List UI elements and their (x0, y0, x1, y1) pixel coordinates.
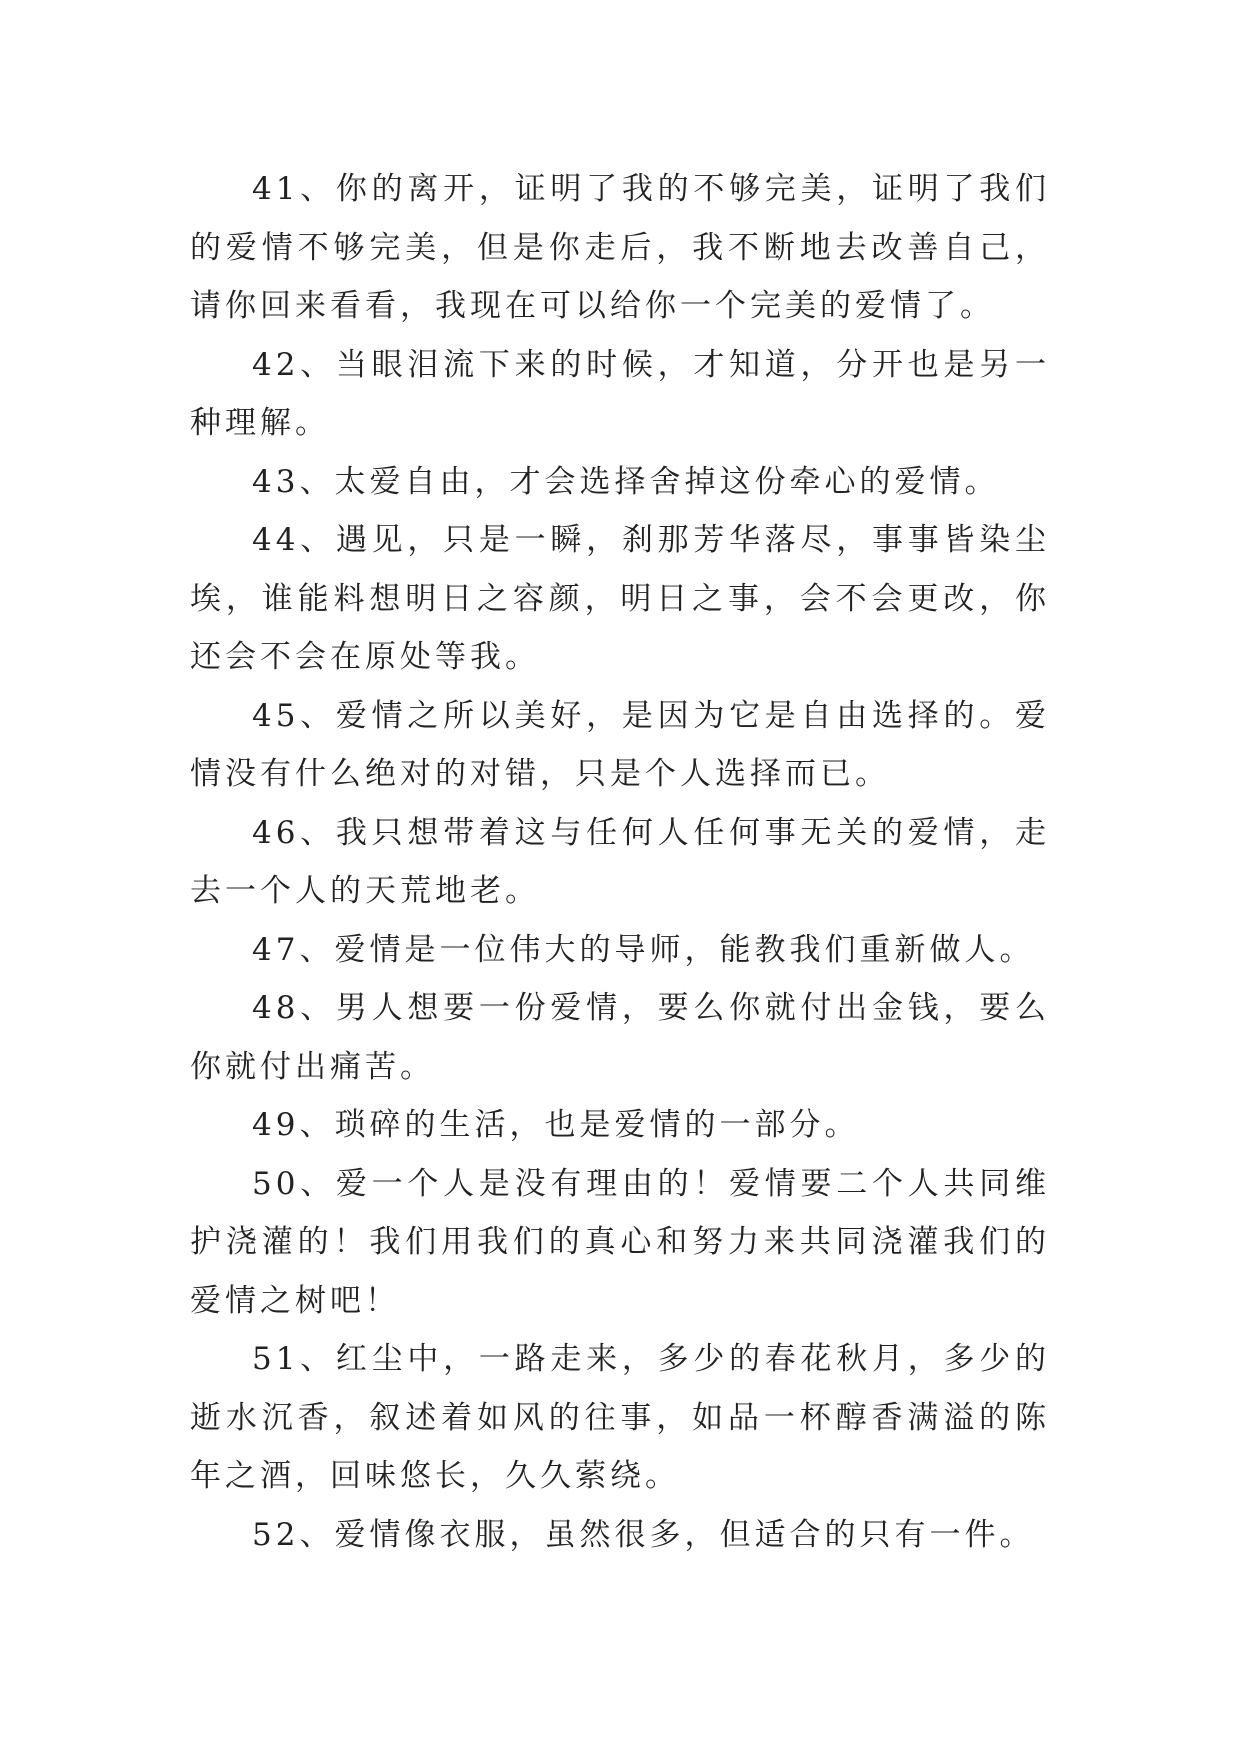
paragraph-51: 51、红尘中，一路走来，多少的春花秋月，多少的逝水沉香，叙述着如风的往事，如品一杯醇香满溢的陈年之酒，回味悠长，久久萦绕。 (190, 1341, 1050, 1494)
paragraph-49: 49、琐碎的生活，也是爱情的一部分。 (252, 1107, 860, 1143)
paragraph-48: 48、男人想要一份爱情，要么你就付出金钱，要么你就付出痛苦。 (190, 990, 1050, 1085)
paragraph-41: 41、你的离开，证明了我的不够完美，证明了我们的爱情不够完美，但是你走后，我不断地去改善自己，请你回来看看，我现在可以给你一个完美的爱情了。 (190, 171, 1050, 324)
document-body (190, 160, 1050, 1564)
paragraph-44: 44、遇见，只是一瞬，刹那芳华落尽，事事皆染尘埃，谁能料想明日之容颜，明日之事，会不会更改，你还会不会在原处等我。 (190, 522, 1050, 675)
paragraph-50: 50、爱一个人是没有理由的！爱情要二个人共同维护浇灌的！我们用我们的真心和努力来共同浇灌我们的爱情之树吧！ (190, 1165, 1050, 1319)
paragraph-42: 42、当眼泪流下来的时候，才知道，分开也是另一种理解。 (190, 346, 1050, 441)
paragraph-52: 52、爱情像衣服，虽然很多，但适合的只有一件。 (252, 1516, 1035, 1553)
paragraph-45: 45、爱情之所以美好，是因为它是自由选择的。爱情没有什么绝对的对错，只是个人选择而已。 (190, 697, 1050, 792)
paragraph-47: 47、爱情是一位伟大的导师，能教我们重新做人。 (252, 931, 1035, 968)
paragraph-46: 46、我只想带着这与任何人任何事无关的爱情，走去一个人的天荒地老。 (190, 814, 1050, 909)
paragraph-43: 43、太爱自由，才会选择舍掉这份牵心的爱情。 (252, 463, 1000, 500)
